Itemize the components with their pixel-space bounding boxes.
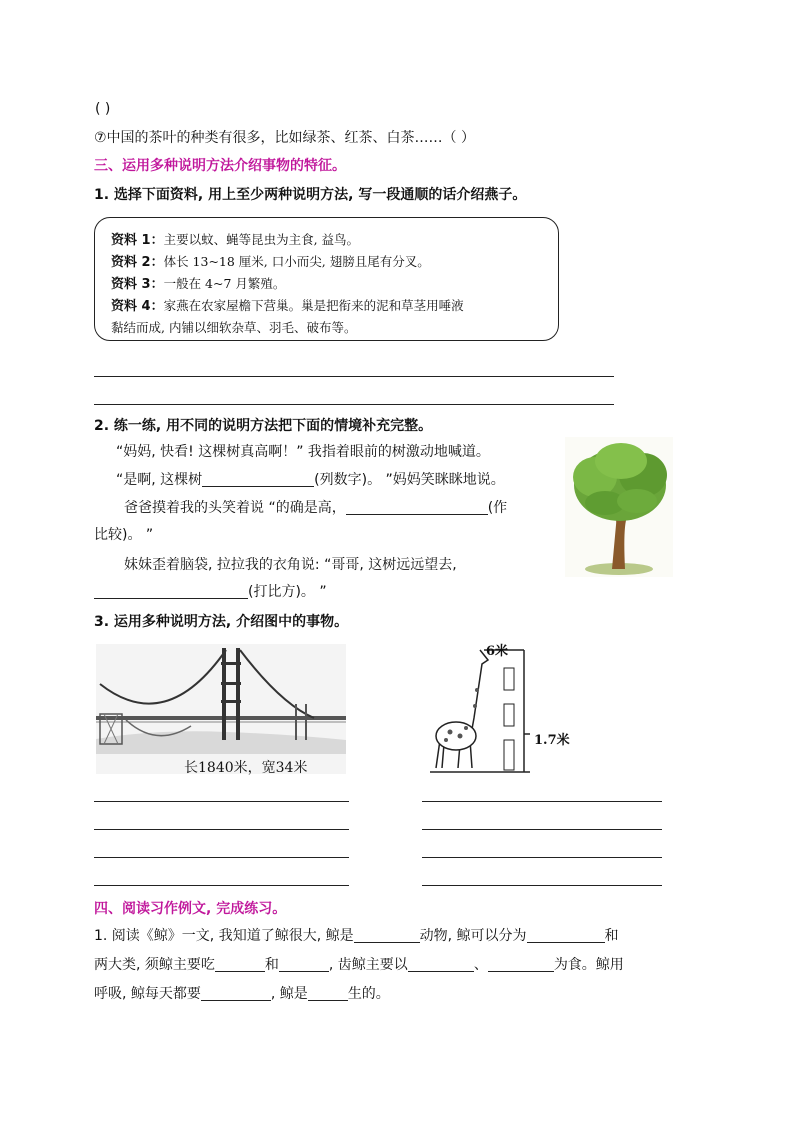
answer-line[interactable] <box>422 801 662 802</box>
fill-blank[interactable] <box>94 582 248 599</box>
fill-blank[interactable] <box>527 926 605 943</box>
answer-line[interactable] <box>422 857 662 858</box>
answer-line[interactable] <box>94 829 349 830</box>
fill-blank[interactable] <box>308 984 348 1001</box>
q2-paragraph-3: 爸爸摸着我的头笑着说 “的确是高， (作 <box>124 500 508 516</box>
material-1: 资料 1：主要以蚊、蝇等昆虫为主食, 益鸟。 <box>111 232 360 248</box>
answer-line[interactable] <box>94 857 349 858</box>
answer-line[interactable] <box>94 404 614 405</box>
answer-line[interactable] <box>94 376 614 377</box>
q2-paragraph-3-cont: 比较)。 ” <box>94 527 154 543</box>
person-height-label: 1.7米 <box>534 733 570 748</box>
q2-paragraph-5: (打比方)。 ” <box>94 582 327 602</box>
section-4-q1-line-1: 1. 阅读《鲸》一文, 我知道了鲸很大, 鲸是 动物, 鲸可以分为 和 <box>94 928 619 944</box>
fill-blank[interactable] <box>354 926 420 943</box>
fill-blank[interactable] <box>202 470 314 487</box>
q2-paragraph-1: “妈妈, 快看! 这棵树真高啊！” 我指着眼前的树激动地喊道。 <box>116 444 490 460</box>
q2-paragraph-4: 妹妹歪着脑袋, 拉拉我的衣角说: “哥哥, 这树远远望去, <box>124 557 457 573</box>
section-4-heading: 四、阅读习作例文, 完成练习。 <box>94 901 287 917</box>
fill-blank[interactable] <box>408 955 474 972</box>
q2-prompt: 2. 练一练, 用不同的说明方法把下面的情境补充完整。 <box>94 418 433 434</box>
answer-line[interactable] <box>94 801 349 802</box>
answer-line[interactable] <box>422 885 662 886</box>
answer-line[interactable] <box>94 885 349 886</box>
answer-line[interactable] <box>422 829 662 830</box>
q2-paragraph-2: “是啊, 这棵树 (列数字)。 ”妈妈笑眯眯地说。 <box>116 472 505 488</box>
giraffe-height-label: 6米 <box>486 644 509 659</box>
materials-box <box>94 217 559 341</box>
fill-blank[interactable] <box>279 955 329 972</box>
material-4-cont: 黏结而成, 内铺以细软杂草、羽毛、破布等。 <box>111 320 357 335</box>
section-4-q1-line-2: 两大类, 须鲸主要吃 和 , 齿鲸主要以 、 为食。鲸用 <box>94 957 624 973</box>
answer-paren-line: ( ) <box>95 101 111 117</box>
material-4: 资料 4：家燕在农家屋檐下营巢。巢是把衔来的泥和草茎用唾液 <box>111 298 464 314</box>
material-3: 资料 3：一般在 4~7 月繁殖。 <box>111 276 286 292</box>
section-4-q1-line-3: 呼吸, 鲸每天都要 , 鲸是 生的。 <box>94 986 390 1002</box>
fill-blank[interactable] <box>201 984 271 1001</box>
q3-prompt: 3. 运用多种说明方法, 介绍图中的事物。 <box>94 614 349 630</box>
material-2: 资料 2：体长 13~18 厘米, 口小而尖, 翅膀且尾有分叉。 <box>111 254 430 270</box>
fill-blank[interactable] <box>346 498 488 515</box>
fill-blank[interactable] <box>215 955 265 972</box>
q1-prompt: 1. 选择下面资料, 用上至少两种说明方法, 写一段通顺的话介绍燕子。 <box>94 187 527 203</box>
bridge-caption: 长1840米，宽34米 <box>184 760 308 776</box>
section-3-heading: 三、运用多种说明方法介绍事物的特征。 <box>94 158 346 174</box>
tree-image <box>565 437 673 577</box>
question-7-tea: ⑦中国的茶叶的种类有很多，比如绿茶、红茶、白茶……（ ） <box>94 130 475 146</box>
fill-blank[interactable] <box>488 955 554 972</box>
giraffe-image <box>430 640 580 775</box>
bridge-image <box>96 644 346 774</box>
